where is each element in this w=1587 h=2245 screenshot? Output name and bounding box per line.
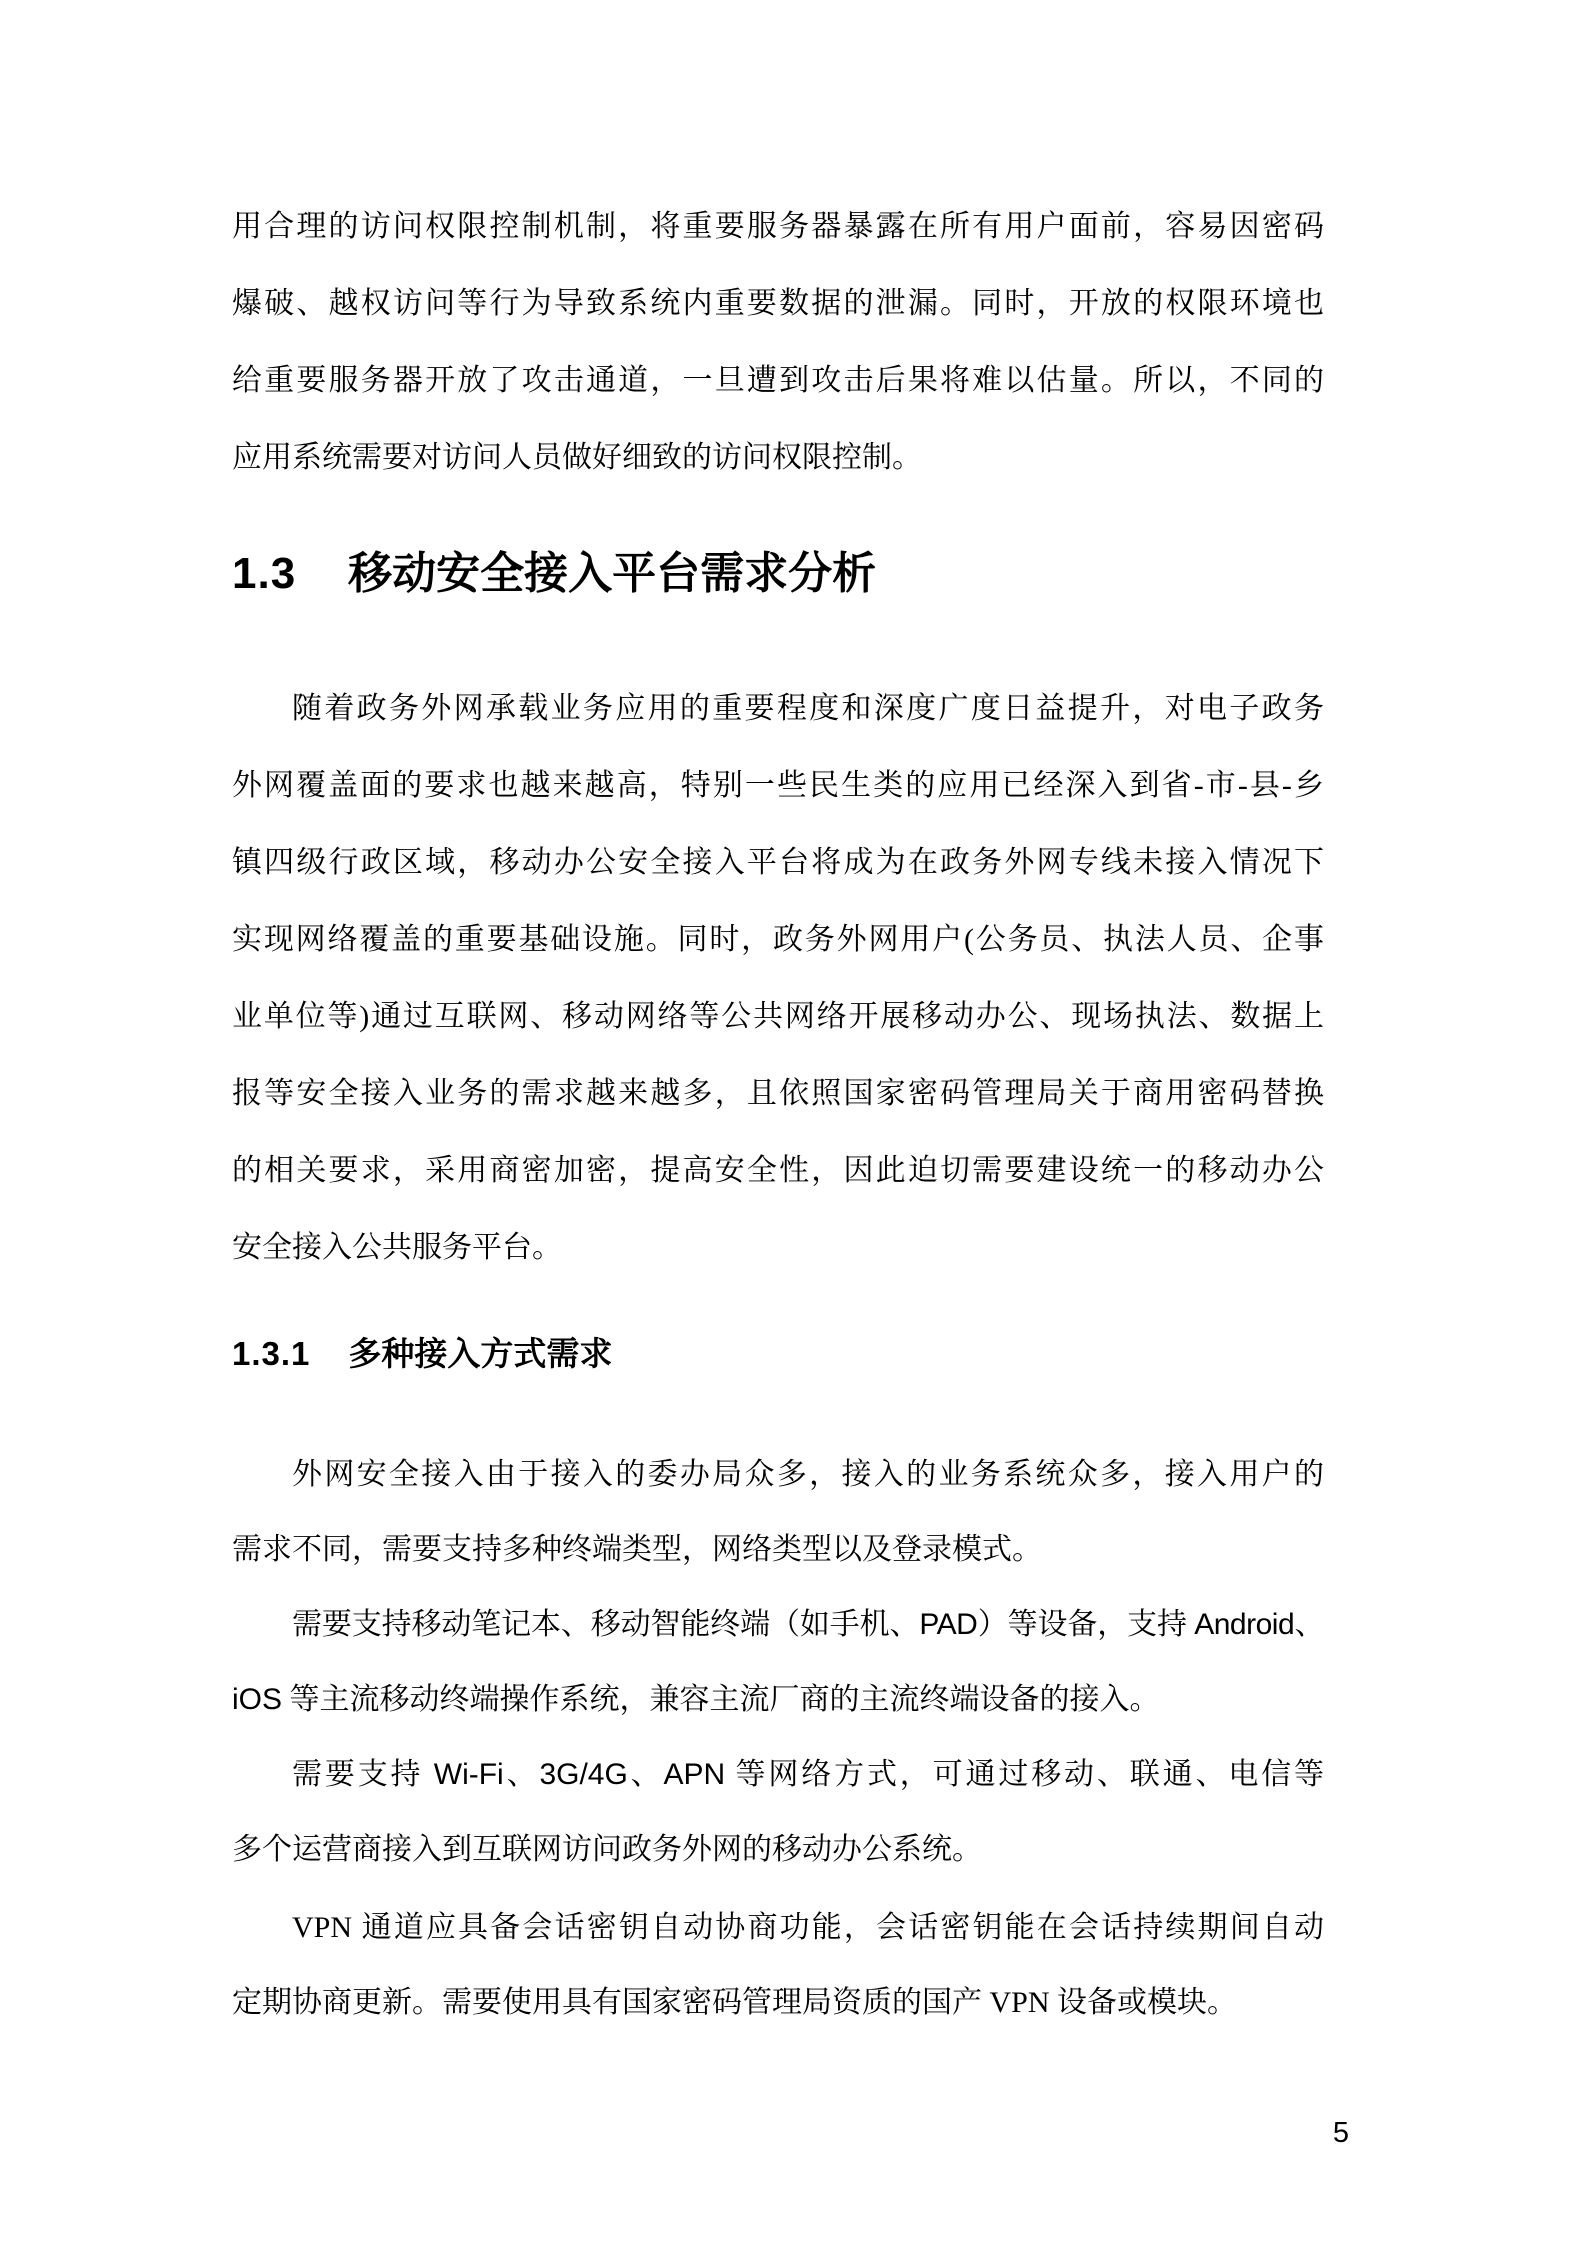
text-run: 等主流移动终端操作系统，兼容主流厂商的主流终端设备的接入。: [282, 1683, 1160, 1716]
text-run: 实现网络覆盖的重要基础设施。同时，政务外网用户(公务员、执法人员、企事: [232, 923, 1324, 956]
text-line: [232, 1812, 1324, 1887]
section-title: 移动安全接入平台需求分析: [348, 549, 877, 598]
text-line: [232, 1737, 1324, 1812]
text-line: [232, 978, 1324, 1055]
paragraph-platform-demand: [232, 670, 1324, 1286]
text-run: 镇四级行政区域，移动办公安全接入平台将成为在政务外网专线未接入情况下: [232, 846, 1324, 879]
text-run: Wi-Fi: [433, 1758, 504, 1791]
subsection-heading-1-3-1: [232, 1332, 1324, 1376]
text-line: [232, 670, 1324, 747]
text-run: VPN 通道应具备会话密钥自动协商功能，会话密钥能在会话持续期间自动: [292, 1911, 1324, 1944]
text-line: [232, 1587, 1324, 1662]
text-run: 业单位等)通过互联网、移动网络等公共网络开展移动办公、现场执法、数据上: [232, 1000, 1324, 1033]
section-heading-1-3: [232, 546, 1324, 602]
text-run: 等网络方式，可通过移动、联通、电信等: [725, 1758, 1325, 1791]
text-line: [232, 747, 1324, 824]
text-run: 需求不同，需要支持多种终端类型，网络类型以及登录模式。: [232, 1533, 1042, 1566]
text-line: [232, 1512, 1324, 1587]
text-run: 多个运营商接入到互联网访问政务外网的移动办公系统。: [232, 1833, 982, 1866]
text-line: [232, 1437, 1324, 1512]
subsection-title: 多种接入方式需求: [348, 1335, 613, 1372]
page-number: 5: [1332, 2117, 1349, 2149]
text-run: 应用系统需要对访问人员做好细致的访问权限控制。: [232, 441, 922, 474]
text-run: 随着政务外网承载业务应用的重要程度和深度广度日益提升，对电子政务: [292, 692, 1324, 725]
text-run: 的相关要求，采用商密加密，提高安全性，因此迫切需要建设统一的移动办公: [232, 1154, 1324, 1187]
text-run: 安全接入公共服务平台。: [232, 1231, 562, 1264]
text-run: 报等安全接入业务的需求越来越多，且依照国家密码管理局关于商用密码替换: [232, 1077, 1324, 1110]
text-run: 、: [1294, 1608, 1324, 1641]
paragraph-access-variety: [232, 1437, 1324, 1587]
text-line: [232, 342, 1324, 419]
text-run: 定期协商更新。需要使用具有国家密码管理局资质的国产 VPN 设备或模块。: [232, 1986, 1238, 2019]
text-run: 3G/4G: [539, 1758, 628, 1791]
text-run: PAD: [919, 1608, 978, 1641]
text-run: 用合理的访问权限控制机制，将重要服务器暴露在所有用户面前，容易因密码: [232, 210, 1324, 243]
text-run: 外网安全接入由于接入的委办局众多，接入的业务系统众多，接入用户的: [292, 1458, 1324, 1491]
text-line: [232, 901, 1324, 978]
paragraph-access-control: [232, 188, 1324, 496]
section-number: 1.3: [232, 549, 297, 598]
text-line: [232, 1965, 1324, 2040]
text-run: 、: [503, 1758, 540, 1791]
text-line: [232, 419, 1324, 496]
text-line: [232, 265, 1324, 342]
text-run: 给重要服务器开放了攻击通道，一旦遭到攻击后果将难以估量。所以，不同的: [232, 364, 1324, 397]
paragraph-vpn-requirement: [232, 1890, 1324, 2040]
text-line: [232, 1055, 1324, 1132]
text-line: [232, 1890, 1324, 1965]
paragraph-network-support: [232, 1737, 1324, 1887]
text-line: [232, 188, 1324, 265]
text-run: ）等设备，支持: [977, 1608, 1195, 1641]
text-run: APN: [663, 1758, 726, 1791]
text-line: [232, 1662, 1324, 1737]
text-run: Android: [1194, 1608, 1295, 1641]
text-run: 爆破、越权访问等行为导致系统内重要数据的泄漏。同时，开放的权限环境也: [232, 287, 1324, 320]
subsection-number: 1.3.1: [232, 1335, 311, 1372]
text-run: 外网覆盖面的要求也越来越高，特别一些民生类的应用已经深入到省-市-县-乡: [232, 769, 1324, 802]
text-run: 需要支持移动笔记本、移动智能终端（如手机、: [292, 1608, 920, 1641]
text-run: 需要支持: [292, 1758, 434, 1791]
text-run: 、: [627, 1758, 664, 1791]
text-line: [232, 824, 1324, 901]
text-line: [232, 1132, 1324, 1209]
text-line: [232, 1209, 1324, 1286]
paragraph-terminal-support: [232, 1587, 1324, 1737]
text-run: iOS: [232, 1683, 283, 1716]
